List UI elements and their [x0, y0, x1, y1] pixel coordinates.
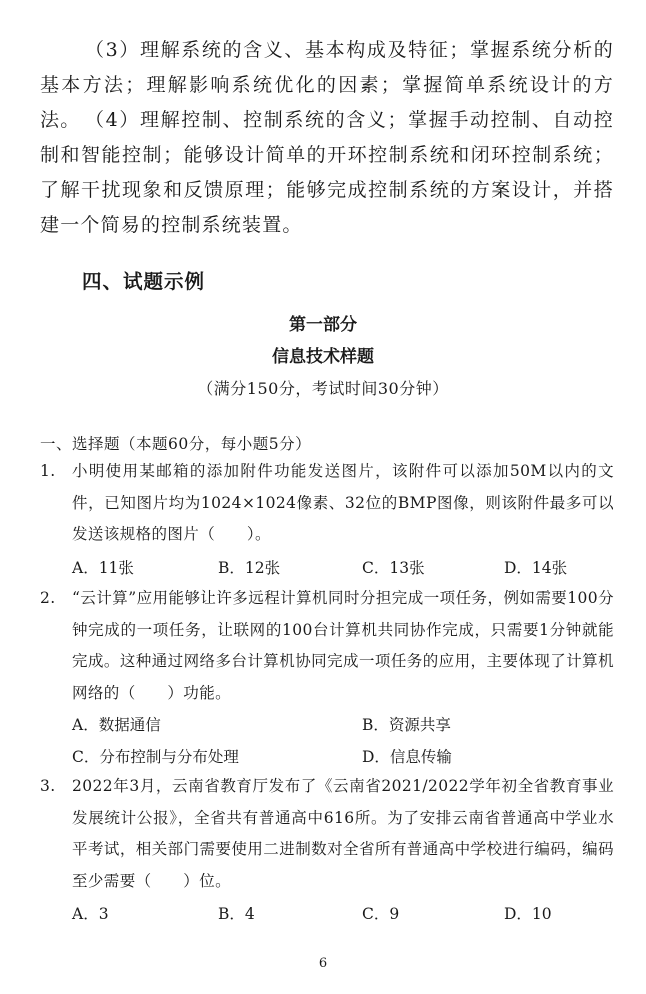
- question-2: [40, 583, 614, 709]
- option-a: A．3: [72, 905, 109, 923]
- option-a: A．11张: [72, 559, 134, 577]
- section-heading: 四、试题示例: [82, 270, 206, 293]
- option-c: C．9: [362, 905, 400, 923]
- option-b: B．12张: [218, 559, 281, 577]
- part-subtitle: 信息技术样题: [272, 347, 374, 367]
- question-text: 2022年3月，云南省教育厅发布了《云南省2021/2022学年初全省教育事业发展统计公报》，全省共有普通高中616所。为了安排云南省普通高中学业水平考试，相关部门需要使用二进制数对全省所有普通高中学校进行编码，编码至少需要（ ）位。: [72, 777, 614, 890]
- option-c: C．13张: [362, 559, 425, 577]
- question-1: [40, 456, 614, 551]
- option-b: B．资源共享: [362, 716, 451, 734]
- option-c: C．分布控制与分布处理: [72, 748, 239, 766]
- option-d: D．10: [504, 905, 552, 923]
- option-d: D．信息传输: [362, 748, 452, 766]
- intro-paragraph-4: （4）理解控制、控制系统的含义；掌握手动控制、自动控制和智能控制；能够设计简单的开环控制系统和闭环控制系统；了解干扰现象和反馈原理；能够完成控制系统的方案设计，并搭建一个简易的控制系统装置。: [40, 109, 614, 236]
- option-d: D．14张: [504, 559, 568, 577]
- option-a: A．数据通信: [72, 716, 161, 734]
- question-3: [40, 771, 614, 897]
- intro-paragraph-3: （3）理解系统的含义、基本构成及特征；掌握系统分析的基本方法；理解影响系统优化的因素；掌握简单系统设计的方法。: [40, 39, 614, 131]
- question-number: 1.: [40, 462, 56, 480]
- question-text: 小明使用某邮箱的添加附件功能发送图片，该附件可以添加50M以内的文件，已知图片均为1024×1024像素、32位的BMP图像，则该附件最多可以发送该规格的图片（ ）。: [72, 462, 614, 543]
- intro-block-2: [40, 103, 614, 243]
- question-section-title: 一、选择题（本题60分，每小题5分）: [40, 435, 312, 453]
- question-number: 2.: [40, 589, 56, 607]
- page-number: 6: [318, 956, 328, 971]
- question-number: 3.: [40, 777, 56, 795]
- question-text: “云计算”应用能够让许多远程计算机同时分担完成一项任务，例如需要100分钟完成的一项任务，让联网的100台计算机共同协作完成，只需要1分钟就能完成。这种通过网络多台计算机协同完成一项任务的应用，主要体现了计算机网络的（ ）功能。: [72, 589, 614, 702]
- option-b: B．4: [218, 905, 255, 923]
- part-title: 第一部分: [289, 315, 357, 335]
- exam-note: （满分150分，考试时间30分钟）: [197, 379, 449, 398]
